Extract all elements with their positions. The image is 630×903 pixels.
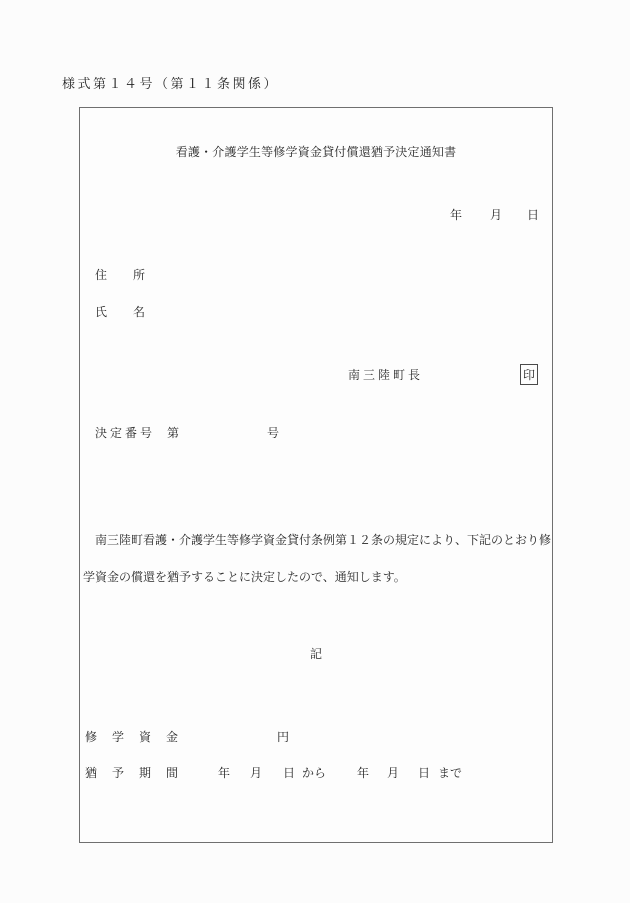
recipient-name-label: 氏名: [95, 305, 172, 319]
period-start-year-label: 年: [218, 766, 231, 780]
issue-date-year-label: 年: [450, 208, 463, 222]
period-end-year-label: 年: [357, 766, 370, 780]
note-marker: 記: [309, 647, 322, 661]
seal-box: [520, 364, 538, 385]
decision-number-label: 決定番号: [95, 426, 156, 440]
period-end-month-label: 月: [387, 766, 400, 780]
recipient-address-label: 住所: [95, 268, 172, 282]
deferment-period-label: 猶予期間: [85, 766, 194, 780]
period-start-month-label: 月: [250, 766, 263, 780]
period-from-label: から: [302, 766, 327, 780]
period-until-label: まで: [438, 766, 463, 780]
decision-number-suffix: 号: [267, 426, 283, 440]
document-title: 看護・介護学生等修学資金貸付償還猶予決定通知書: [175, 145, 457, 159]
body-paragraph-line-1: 南三陸町看護・介護学生等修学資金貸付条例第１２条の規定により、下記のとおり修: [83, 533, 552, 547]
period-end-day-label: 日: [418, 766, 431, 780]
period-start-day-label: 日: [283, 766, 296, 780]
decision-number-prefix: 第: [167, 426, 183, 440]
seal-mark: 印: [522, 367, 535, 382]
scholarship-amount-unit-label: 円: [277, 730, 290, 744]
scholarship-amount-label: 修学資金: [85, 730, 194, 744]
issuer-mayor-title: 南三陸町長: [348, 368, 424, 382]
document-frame: [79, 107, 553, 843]
form-number-label: 様式第１４号（第１１条関係）: [62, 77, 280, 92]
issue-date-day-label: 日: [527, 208, 540, 222]
body-paragraph-line-2: 学資金の償還を猶予することに決定したので、通知します。: [83, 570, 406, 584]
issue-date-month-label: 月: [490, 208, 503, 222]
